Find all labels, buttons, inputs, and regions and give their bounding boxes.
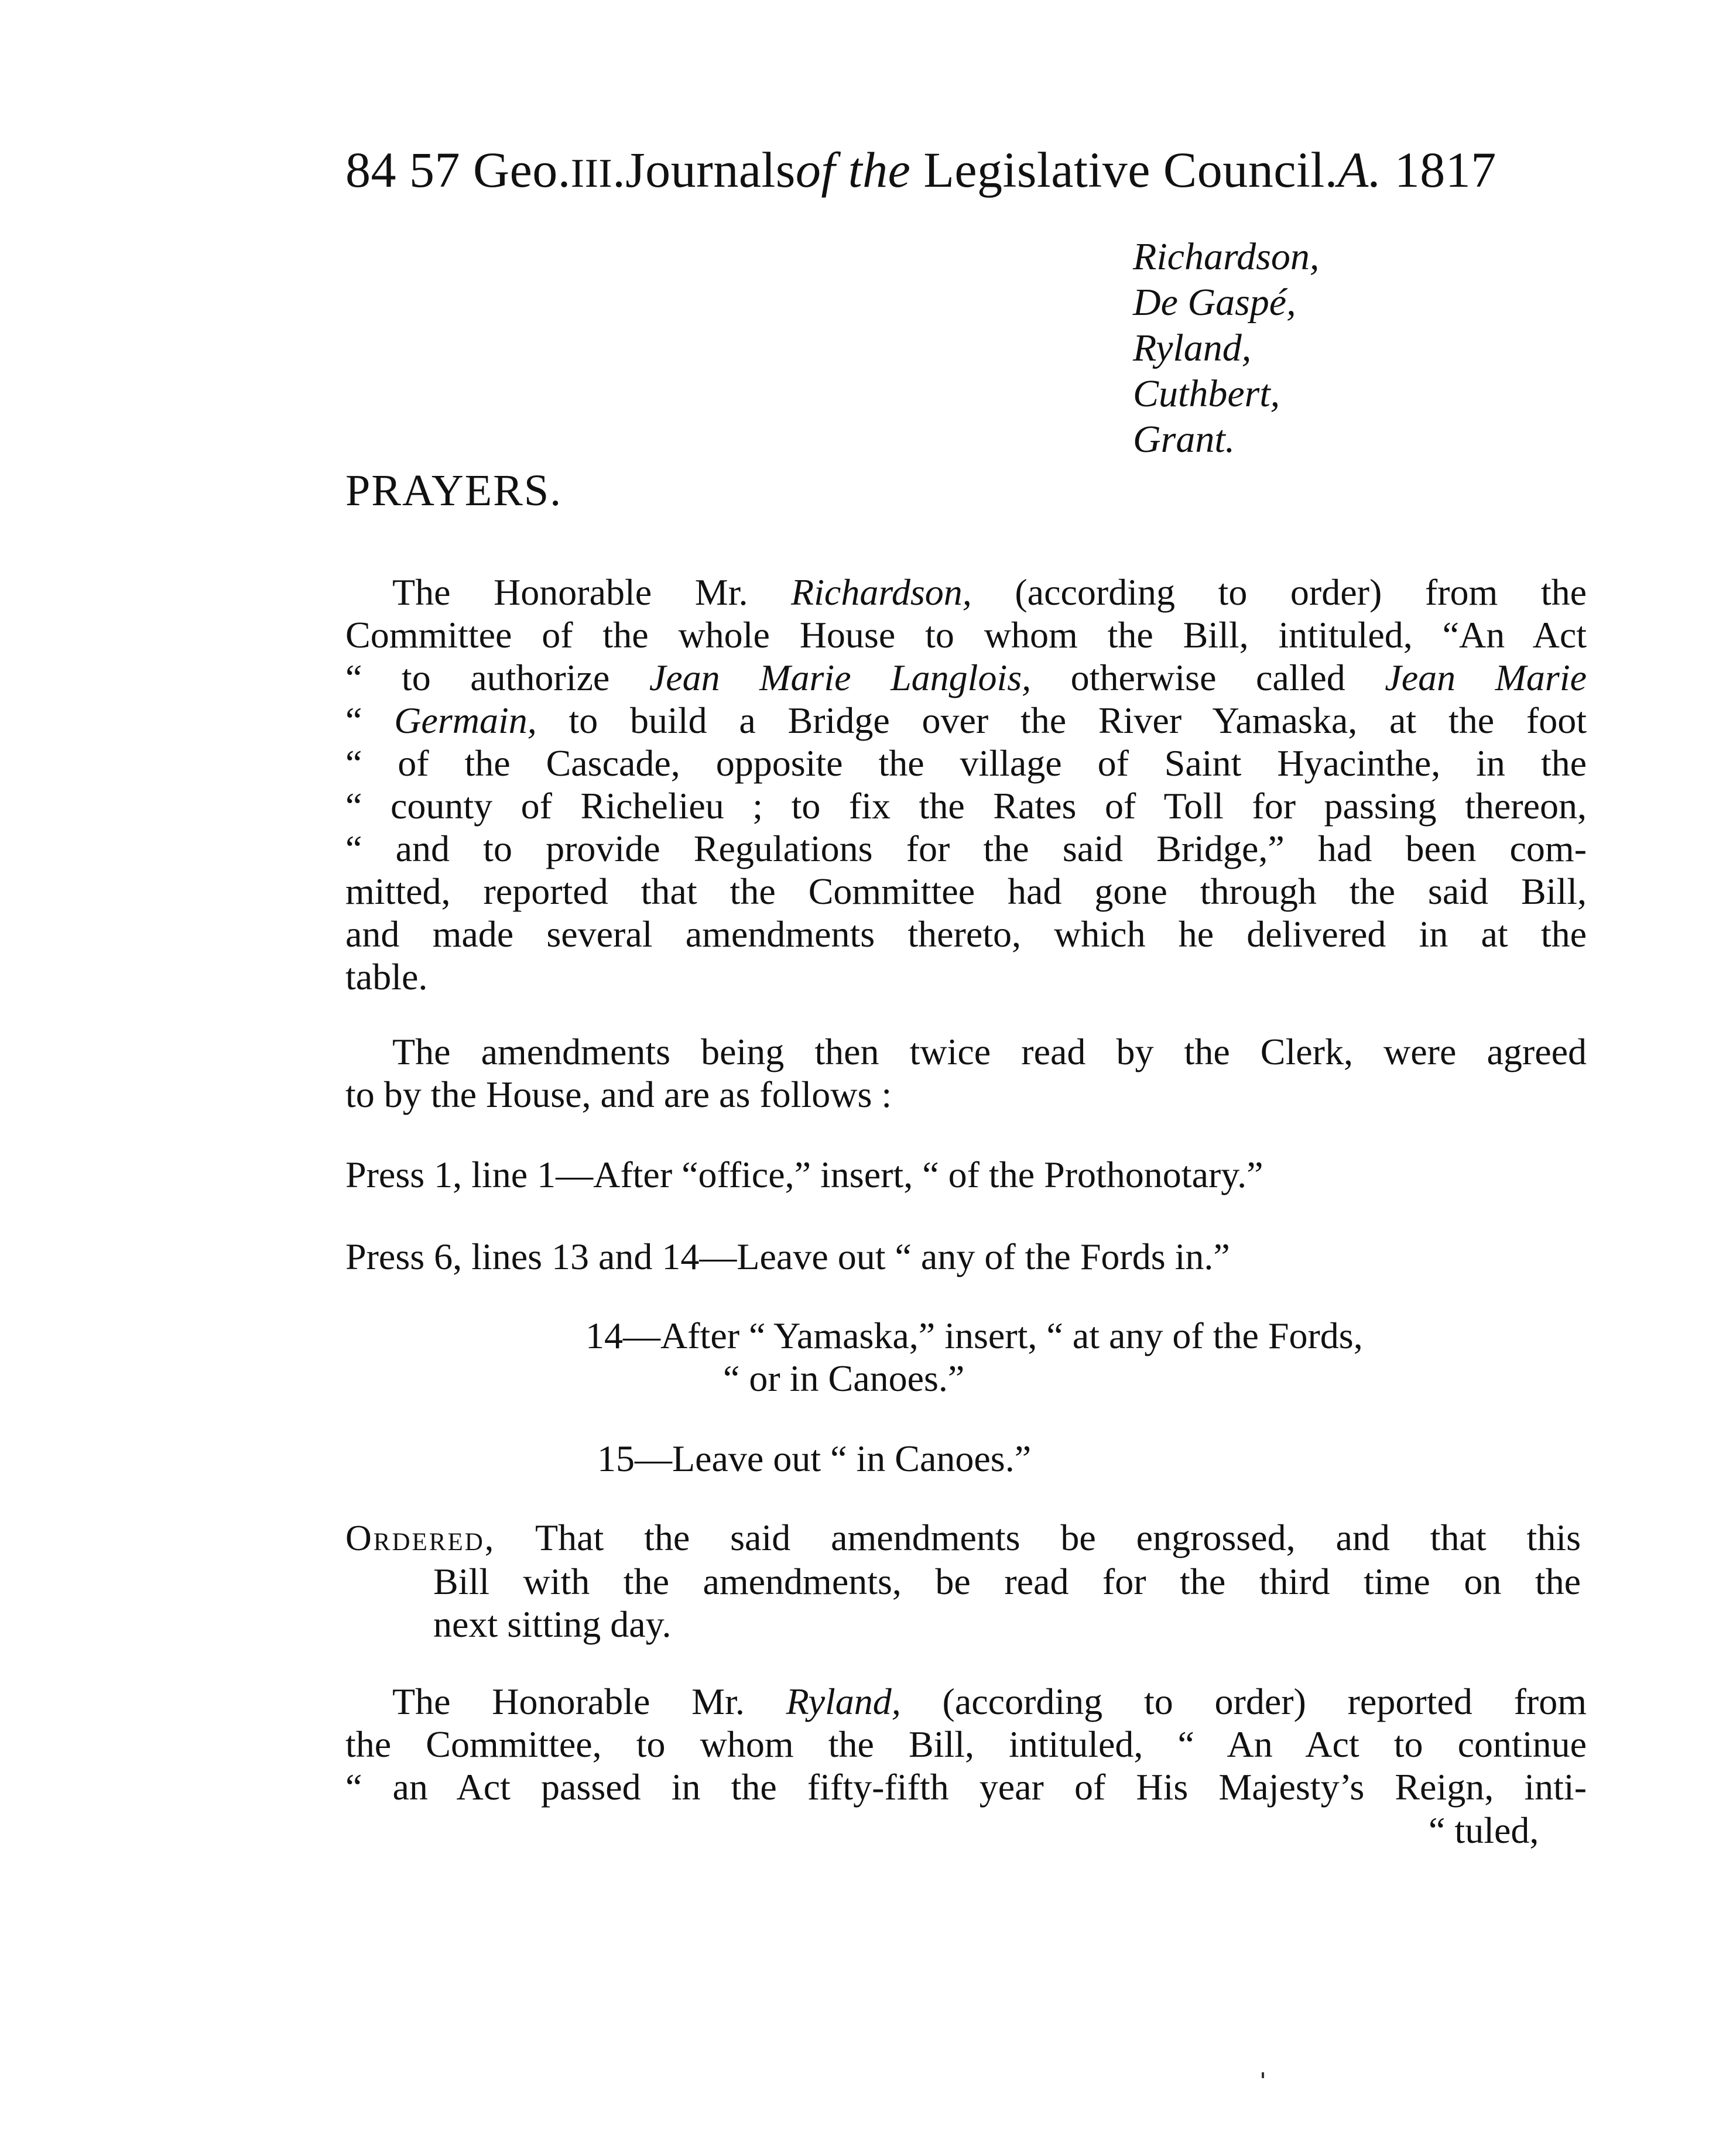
name-de-gaspe: De Gaspé, bbox=[1133, 281, 1296, 324]
name-cuthbert: Cuthbert, bbox=[1133, 372, 1280, 415]
header-title: Legislative Council. bbox=[923, 142, 1338, 198]
text-line: “ an Act passed in the fifty-fifth year of His Majesty’s Reign, inti- bbox=[345, 1766, 1587, 1808]
text-line: mitted, reported that the Committee had gone through the said Bill, bbox=[345, 870, 1587, 912]
text-line: table. bbox=[345, 956, 428, 998]
ordered-paragraph bbox=[345, 1516, 1581, 1646]
text-line: next sitting day. bbox=[433, 1603, 672, 1645]
text-line: to by the House, and are as follows : bbox=[345, 1074, 892, 1115]
print-speck bbox=[1262, 2072, 1264, 2078]
text-line: “ to authorize Jean Marie Langlois, otherwise called Jean Marie bbox=[345, 657, 1587, 698]
text-line: “ Germain, to build a Bridge over the River Yamaska, at the foot bbox=[345, 700, 1587, 741]
catchword: “ tuled, bbox=[1429, 1809, 1539, 1851]
running-header: 84 57 Geo.III.Journalsof the Legislative Council.A. 1817 bbox=[345, 142, 1496, 198]
prayers-heading: PRAYERS. bbox=[345, 466, 563, 515]
header-year: 1817 bbox=[1394, 142, 1496, 198]
text-line: Ordered, That the said amendments be engrossed, and that this bbox=[345, 1517, 1581, 1558]
name-grant: Grant. bbox=[1133, 418, 1235, 461]
anno-mark: A. bbox=[1337, 142, 1382, 198]
paragraph-richardson-report bbox=[345, 571, 1587, 998]
regnal-year: 57 Geo. bbox=[409, 142, 571, 198]
text-line: “ and to provide Regulations for the said Bridge,” had been com- bbox=[345, 828, 1587, 869]
text-line: Committee of the whole House to whom the Bill, intituled, “An Act bbox=[345, 614, 1587, 656]
name-richardson: Richardson, bbox=[1133, 235, 1320, 278]
attendance-list bbox=[1133, 234, 1319, 462]
paragraph-ryland-report bbox=[345, 1680, 1587, 1808]
text-line: and made several amendments thereto, which he delivered in at the bbox=[345, 913, 1587, 955]
ordered-word: Ordered, bbox=[345, 1519, 496, 1558]
amendment-line-14-continued: “ or in Canoes.” bbox=[723, 1358, 965, 1399]
text-line: The Honorable Mr. Ryland, (according to order) reported from bbox=[392, 1681, 1587, 1722]
text-line: “ of the Cascade, opposite the village of Saint Hyacinthe, in the bbox=[345, 742, 1587, 784]
text-line: The amendments being then twice read by the Clerk, were agreed bbox=[392, 1031, 1587, 1072]
text-line: “ county of Richelieu ; to fix the Rates of Toll for passing thereon, bbox=[345, 785, 1587, 827]
text-line: Bill with the amendments, be read for the third time on the bbox=[433, 1561, 1581, 1602]
page-number: 84 bbox=[345, 142, 396, 198]
amendment-line-14: 14—After “ Yamaska,” insert, “ at any of the Fords, bbox=[585, 1315, 1363, 1356]
amendment-line-15: 15—Leave out “ in Canoes.” bbox=[597, 1438, 1032, 1479]
of-the-word: of the bbox=[795, 142, 911, 198]
text-line: the Committee, to whom the Bill, intituled, “ An Act to continue bbox=[345, 1723, 1587, 1765]
amendment-press-1: Press 1, line 1—After “office,” insert, “ of the Prothonotary.” bbox=[345, 1154, 1263, 1195]
name-ryland: Ryland, bbox=[1133, 327, 1252, 369]
journals-word: Journals bbox=[625, 142, 796, 198]
text-line: The Honorable Mr. Richardson, (according to order) from the bbox=[392, 571, 1587, 613]
regnal-numeral: III bbox=[570, 151, 613, 196]
amendment-press-6: Press 6, lines 13 and 14—Leave out “ any of the Fords in.” bbox=[345, 1236, 1230, 1277]
paragraph-amendments-agreed bbox=[345, 1030, 1587, 1116]
